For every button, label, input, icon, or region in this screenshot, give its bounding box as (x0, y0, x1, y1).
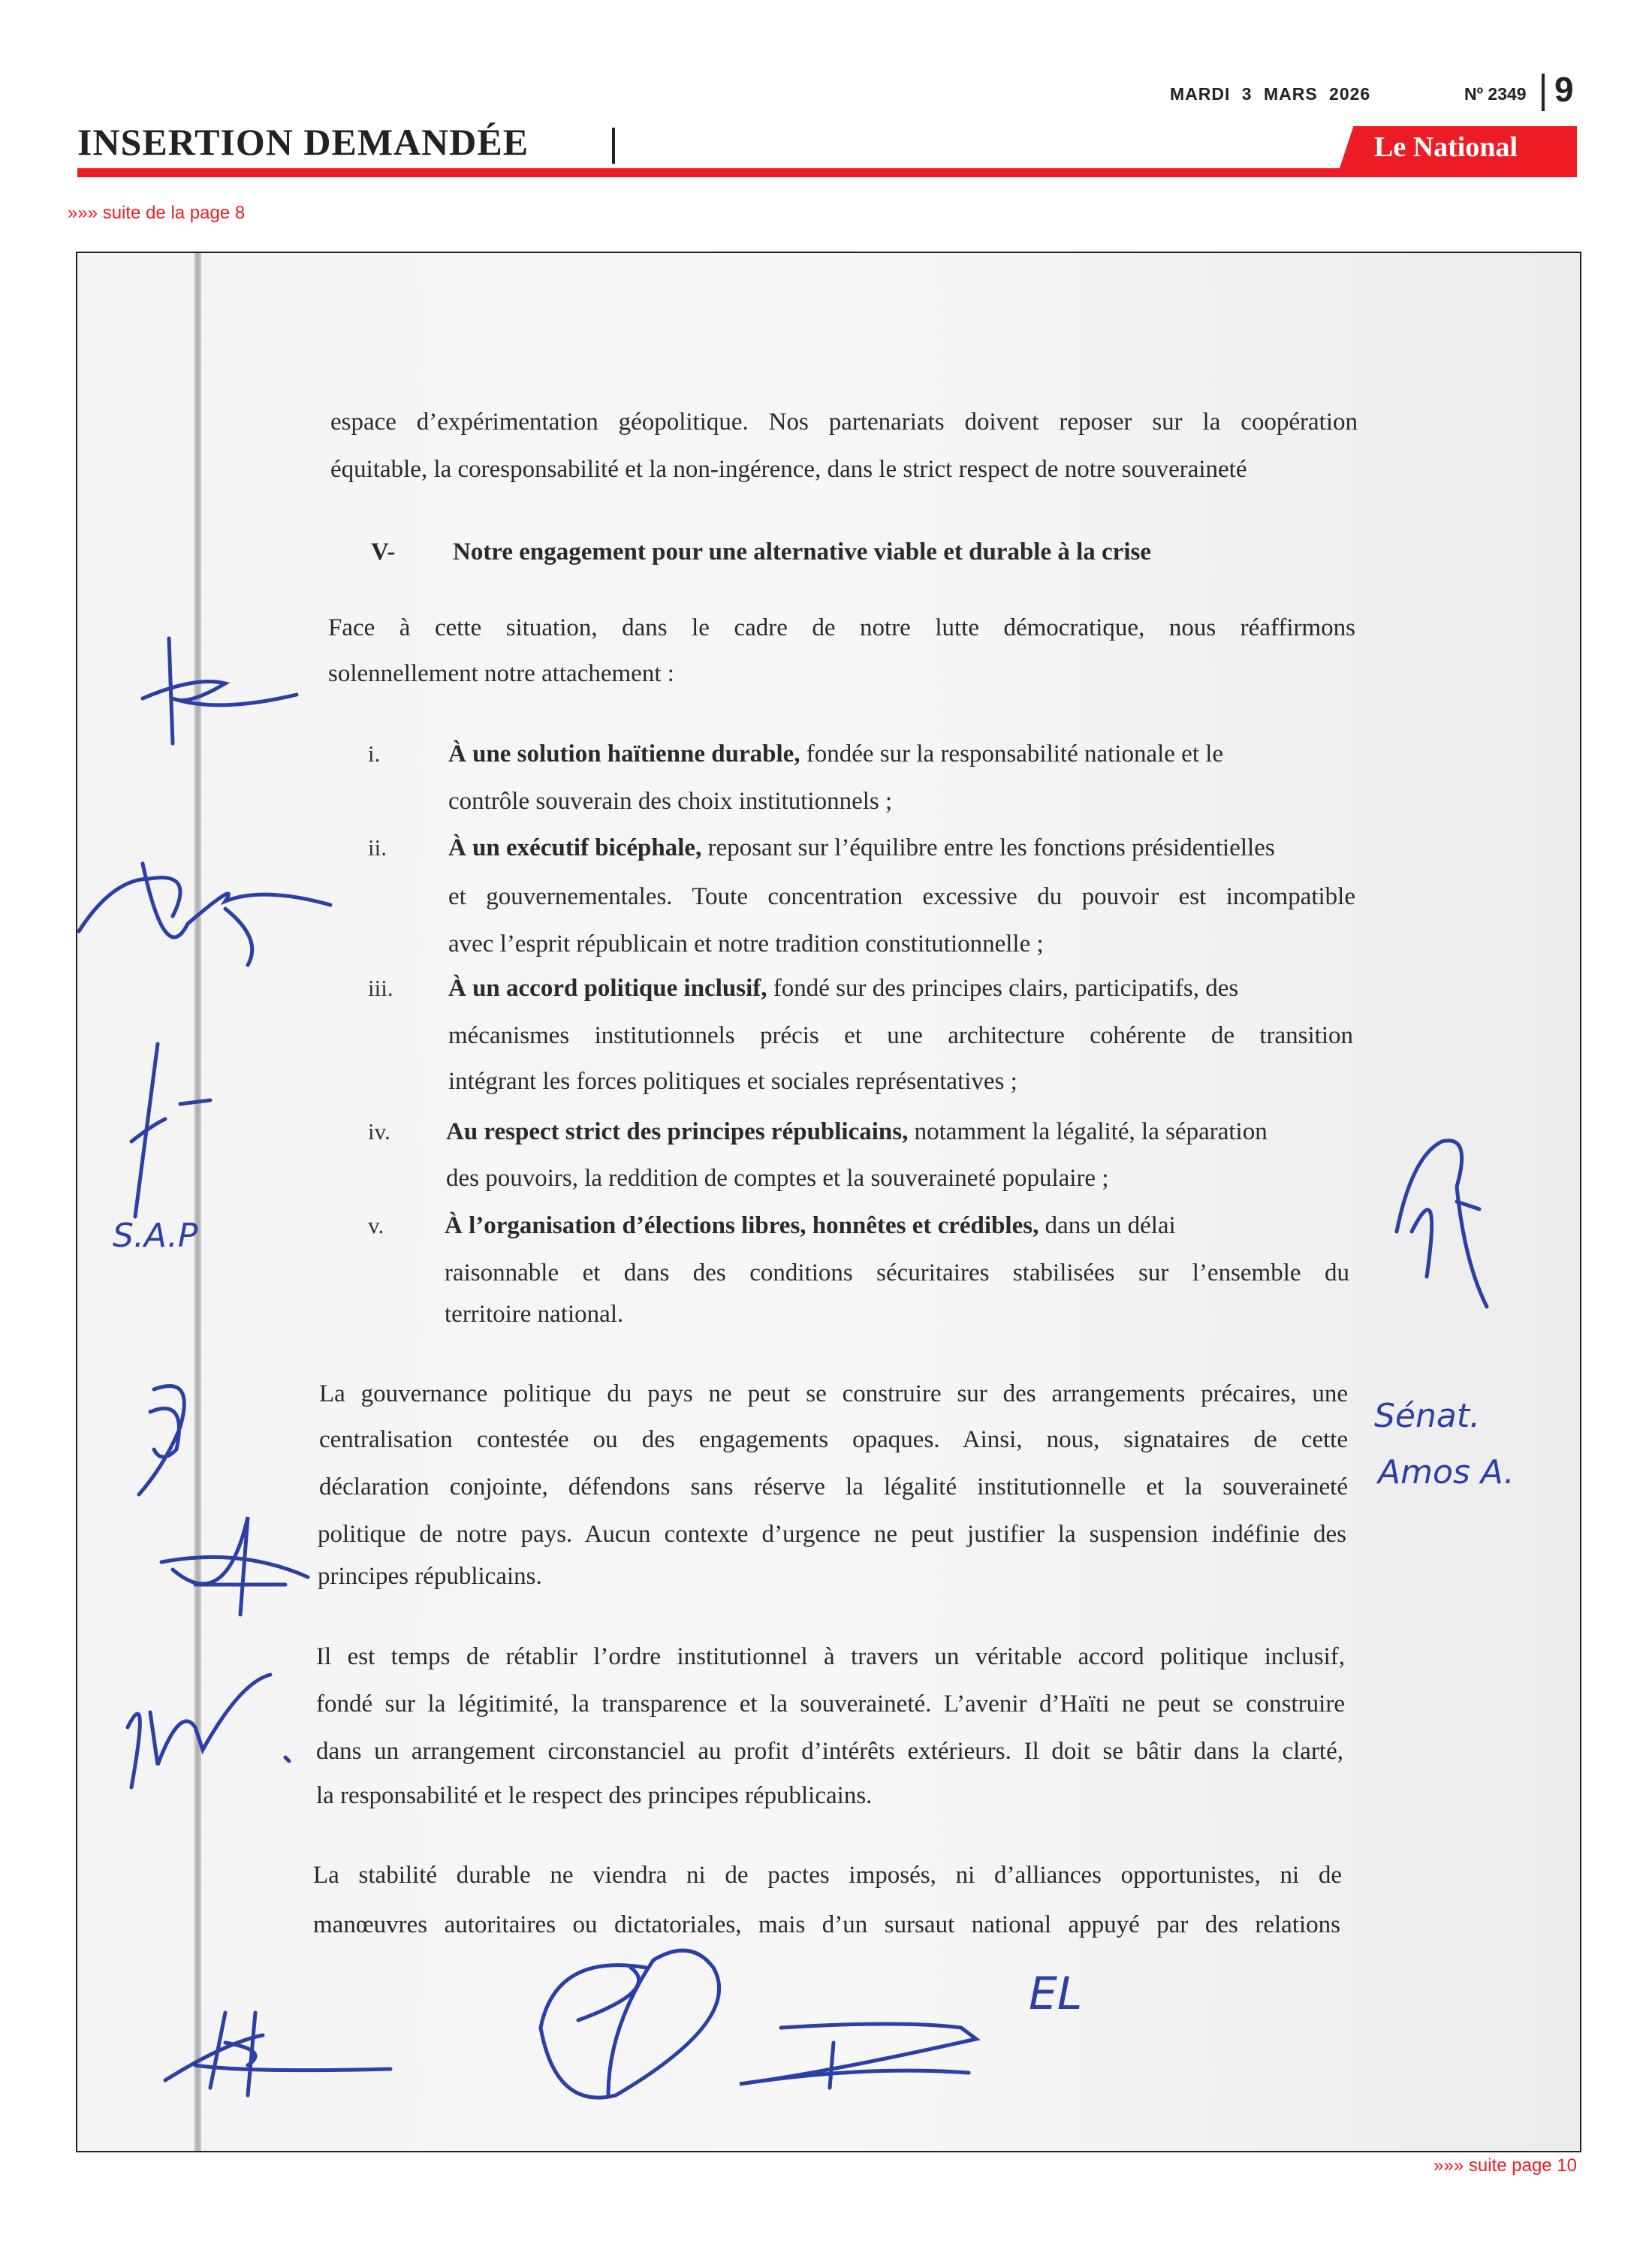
text-line: la responsabilité et le respect des principes républicains. (316, 1782, 873, 1809)
list-item-line: intégrant les forces politiques et sociales représentatives ; (448, 1068, 1017, 1095)
list-item-line: avec l’esprit républicain et notre tradition constitutionnelle ; (448, 930, 1044, 958)
signature-3 (131, 1044, 210, 1217)
text-line: Il est temps de rétablir l’ordre institutionnel à travers un véritable accord politique inclusif, (316, 1643, 1345, 1670)
list-item-line: mécanismes institutionnels précis et une architecture cohérente de transition (448, 1022, 1353, 1049)
signature-1 (143, 638, 297, 743)
text-line: Face à cette situation, dans le cadre de notre lutte démocratique, nous réaffirmons (328, 614, 1355, 641)
list-item-bold: À un exécutif bicéphale, (448, 834, 702, 861)
text-line: solennellement notre attachement : (328, 660, 674, 687)
continued-to-link[interactable]: »»» suite page 10 (1433, 2155, 1577, 2176)
list-item-bold: À une solution haïtienne durable, (448, 740, 800, 768)
section-heading: Notre engagement pour une alternative viable et durable à la crise (453, 538, 1151, 566)
list-item-bold: À l’organisation d’élections libres, honnêtes et crédibles, (445, 1212, 1039, 1239)
signature-2 (79, 864, 330, 965)
handwritten-note: Sénat. (1374, 1397, 1481, 1435)
list-numeral: iv. (368, 1118, 390, 1145)
handwritten-name: Amos A. (1378, 1453, 1515, 1491)
text-line: centralisation contestée ou des engagements opaques. Ainsi, nous, signataires de cette (319, 1426, 1348, 1453)
text-line: politique de notre pays. Aucun contexte d’urgence ne peut justifier la suspension indéfinie des (318, 1521, 1346, 1548)
text-line: manœuvres autoritaires ou dictatoriales, mais d’un sursaut national appuyé par des relations (313, 1911, 1340, 1938)
list-numeral: iii. (368, 975, 393, 1001)
list-item-line: territoire national. (445, 1301, 624, 1328)
list-numeral: v. (368, 1212, 384, 1238)
list-item-text: notamment la légalité, la séparation (908, 1118, 1268, 1145)
list-item-text: dans un délai (1039, 1212, 1176, 1239)
list-numeral: ii. (368, 834, 387, 861)
heading-number: V- (371, 538, 396, 566)
page-number: 9 (1554, 70, 1574, 109)
issue-date: MARDI 3 MARS 2026 (1170, 84, 1371, 104)
text-line: équitable, la coresponsabilité et la non-ingérence, dans le strict respect de notre souveraineté (330, 456, 1247, 483)
signature-8 (541, 1950, 719, 2098)
text-line: espace d’expérimentation géopolitique. Nos partenariats doivent reposer sur la coopération (330, 409, 1358, 436)
continued-from-link[interactable]: »»» suite de la page 8 (68, 203, 246, 223)
list-item-line: et gouvernementales. Toute concentration excessive du pouvoir est incompatible (448, 883, 1355, 910)
text-line: principes républicains. (318, 1563, 542, 1590)
text-line: La stabilité durable ne viendra ni de pactes imposés, ni d’alliances opportunistes, ni de (313, 1862, 1342, 1889)
list-item-bold: Au respect strict des principes républicains, (446, 1118, 909, 1145)
list-item-line: raisonnable et dans des conditions sécuritaires stabilisées sur l’ensemble du (445, 1259, 1349, 1286)
signature-7 (165, 2013, 390, 2095)
issue-number: Nº 2349 (1464, 84, 1527, 104)
list-item-line: contrôle souverain des choix institutionnels ; (448, 788, 893, 815)
list-item-text: fondée sur la responsabilité nationale et le (800, 740, 1224, 768)
signature-5 (161, 1517, 308, 1615)
signature-4 (139, 1386, 184, 1494)
section-title: INSERTION DEMANDÉE (77, 121, 529, 163)
text-line: dans un arrangement circonstanciel au profit d’intérêts extérieurs. Il doit se bâtir dans la clarté, (316, 1738, 1343, 1765)
text-line: déclaration conjointe, défendons sans réserve la légalité institutionnelle et la souveraineté (319, 1473, 1348, 1500)
brand-logo: Le National (1374, 131, 1518, 163)
list-item-bold: À un accord politique inclusif, (448, 975, 767, 1002)
signature-6 (128, 1675, 289, 1787)
text-line: fondé sur la légitimité, la transparence et la souveraineté. L’avenir d’Haïti ne peut se construire (316, 1691, 1345, 1718)
handwritten-initials: S.A.P (113, 1217, 198, 1255)
signature-9 (740, 2024, 976, 2088)
list-item-line: des pouvoirs, la reddition de comptes et la souveraineté populaire ; (446, 1165, 1109, 1192)
text-line: La gouvernance politique du pays ne peut se construire sur des arrangements précaires, une (319, 1380, 1348, 1407)
handwritten-initials: EL (1029, 1968, 1083, 2020)
signature-10 (1397, 1141, 1487, 1307)
list-item-text: reposant sur l’équilibre entre les fonctions présidentielles (701, 834, 1275, 861)
list-numeral: i. (368, 740, 381, 767)
list-item-text: fondé sur des principes clairs, participatifs, des (767, 975, 1239, 1002)
